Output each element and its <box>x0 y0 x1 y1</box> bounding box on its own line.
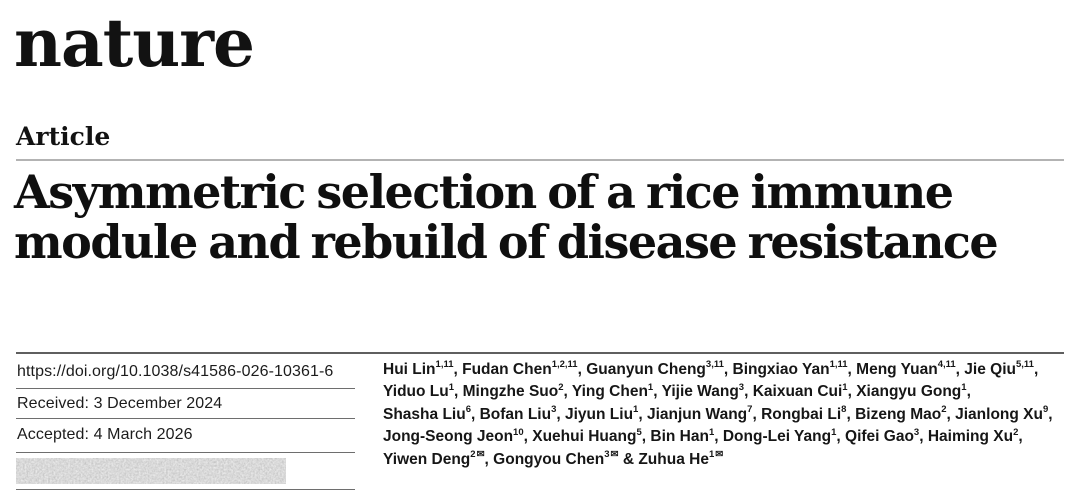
accepted-date: Accepted: 4 March 2026 <box>17 426 193 443</box>
author-affiliation-superscript: 1 <box>831 426 837 438</box>
author-list <box>383 354 1064 471</box>
received-date: Received: 3 December 2024 <box>17 395 223 412</box>
author-affiliation-superscript: 6 <box>465 404 471 416</box>
author-affiliation-superscript: 1,11 <box>829 359 848 371</box>
article-title-line-1: Asymmetric selection of a rice immune <box>14 165 953 219</box>
author-affiliation-superscript: 1 <box>633 404 639 416</box>
author-affiliation-superscript: 3 <box>551 404 557 416</box>
author-affiliation-superscript: 2 <box>1013 426 1019 438</box>
author-line: Jong-Seong Jeon$^{10}$, Xuehui Huang$^5$, Bin Han$^1$, Dong-Lei Yang$^1$, Qifei Gao$^3$, Haiming Xu$^2$, <box>383 426 1023 446</box>
redacted-published-row <box>16 453 355 490</box>
doi-link[interactable]: https://doi.org/10.1038/s41586-026-10361-6 <box>17 363 334 380</box>
author-affiliation-superscript: 1 <box>842 381 848 393</box>
author-line: Shasha Liu$^6$, Bofan Liu$^3$, Jiyun Liu$^1$, Jianjun Wang$^7$, Rongbai Li$^8$, Bizeng Mao$^2$, Jianlong Xu$^9$, <box>383 404 1053 423</box>
author-line: Hui Lin$^{1,11}$, Fudan Chen$^{1,2,11}$, Guanyun Cheng$^{3,11}$, Bingxiao Yan$^{1,11}$, Meng Yuan$^{4,11}$, Jie Qiu$^{5,11}$, <box>383 359 1039 378</box>
accepted-date-row <box>16 419 355 453</box>
author-affiliation-superscript: 4,11 <box>937 359 956 371</box>
author-affiliation-superscript: 2 <box>941 404 947 416</box>
author-affiliation-superscript: 1 <box>708 426 715 438</box>
author-affiliation-superscript: 1 <box>448 381 455 393</box>
author-affiliation-superscript: 1✉ <box>708 448 724 460</box>
author-affiliation-superscript: 1,2,11 <box>551 359 578 371</box>
nature-logo: nature <box>14 4 254 82</box>
metadata-column <box>16 354 355 490</box>
author-affiliation-superscript: 8 <box>841 404 847 416</box>
article-rule-divider <box>16 159 1064 161</box>
author-affiliation-superscript: 1 <box>961 381 967 393</box>
author-affiliation-superscript: 3 <box>738 381 745 393</box>
author-affiliation-superscript: 7 <box>747 404 753 416</box>
article-title <box>14 167 1074 267</box>
metadata-and-authors-section <box>16 352 1064 490</box>
redacted-pixelated-block <box>16 458 286 484</box>
author-affiliation-superscript: 3✉ <box>604 448 619 460</box>
author-affiliation-superscript: 5 <box>636 426 642 438</box>
article-title-line-2: module and rebuild of disease resistance <box>14 215 998 269</box>
author-affiliation-superscript: 2 <box>558 381 564 393</box>
author-affiliation-superscript: 1 <box>647 381 654 393</box>
author-line: Yiduo Lu$^1$, Mingzhe Suo$^2$, Ying Chen$^1$, Yijie Wang$^3$, Kaixuan Cui$^1$, Xiangyu Gong$^1$, <box>383 381 971 401</box>
section-label-article: Article <box>16 122 111 151</box>
author-affiliation-superscript: 3,11 <box>705 359 724 371</box>
author-affiliation-superscript: 9 <box>1042 404 1049 416</box>
author-line: Yiwen Deng$^{2✉}$, Gongyou Chen$^{3✉}$ & Zuhua $He^{1✉}$ <box>383 448 724 468</box>
author-affiliation-superscript: 3 <box>913 426 920 438</box>
author-affiliation-superscript: 2✉ <box>470 448 485 460</box>
author-affiliation-superscript: 1,11 <box>435 359 454 371</box>
envelope-icon[interactable]: ✉ <box>715 448 724 460</box>
doi-row <box>16 354 355 389</box>
envelope-icon[interactable]: ✉ <box>476 448 485 460</box>
received-date-row <box>16 389 355 419</box>
author-affiliation-superscript: 5,11 <box>1015 359 1034 371</box>
envelope-icon[interactable]: ✉ <box>610 448 619 460</box>
author-affiliation-superscript: 10 <box>513 426 524 438</box>
